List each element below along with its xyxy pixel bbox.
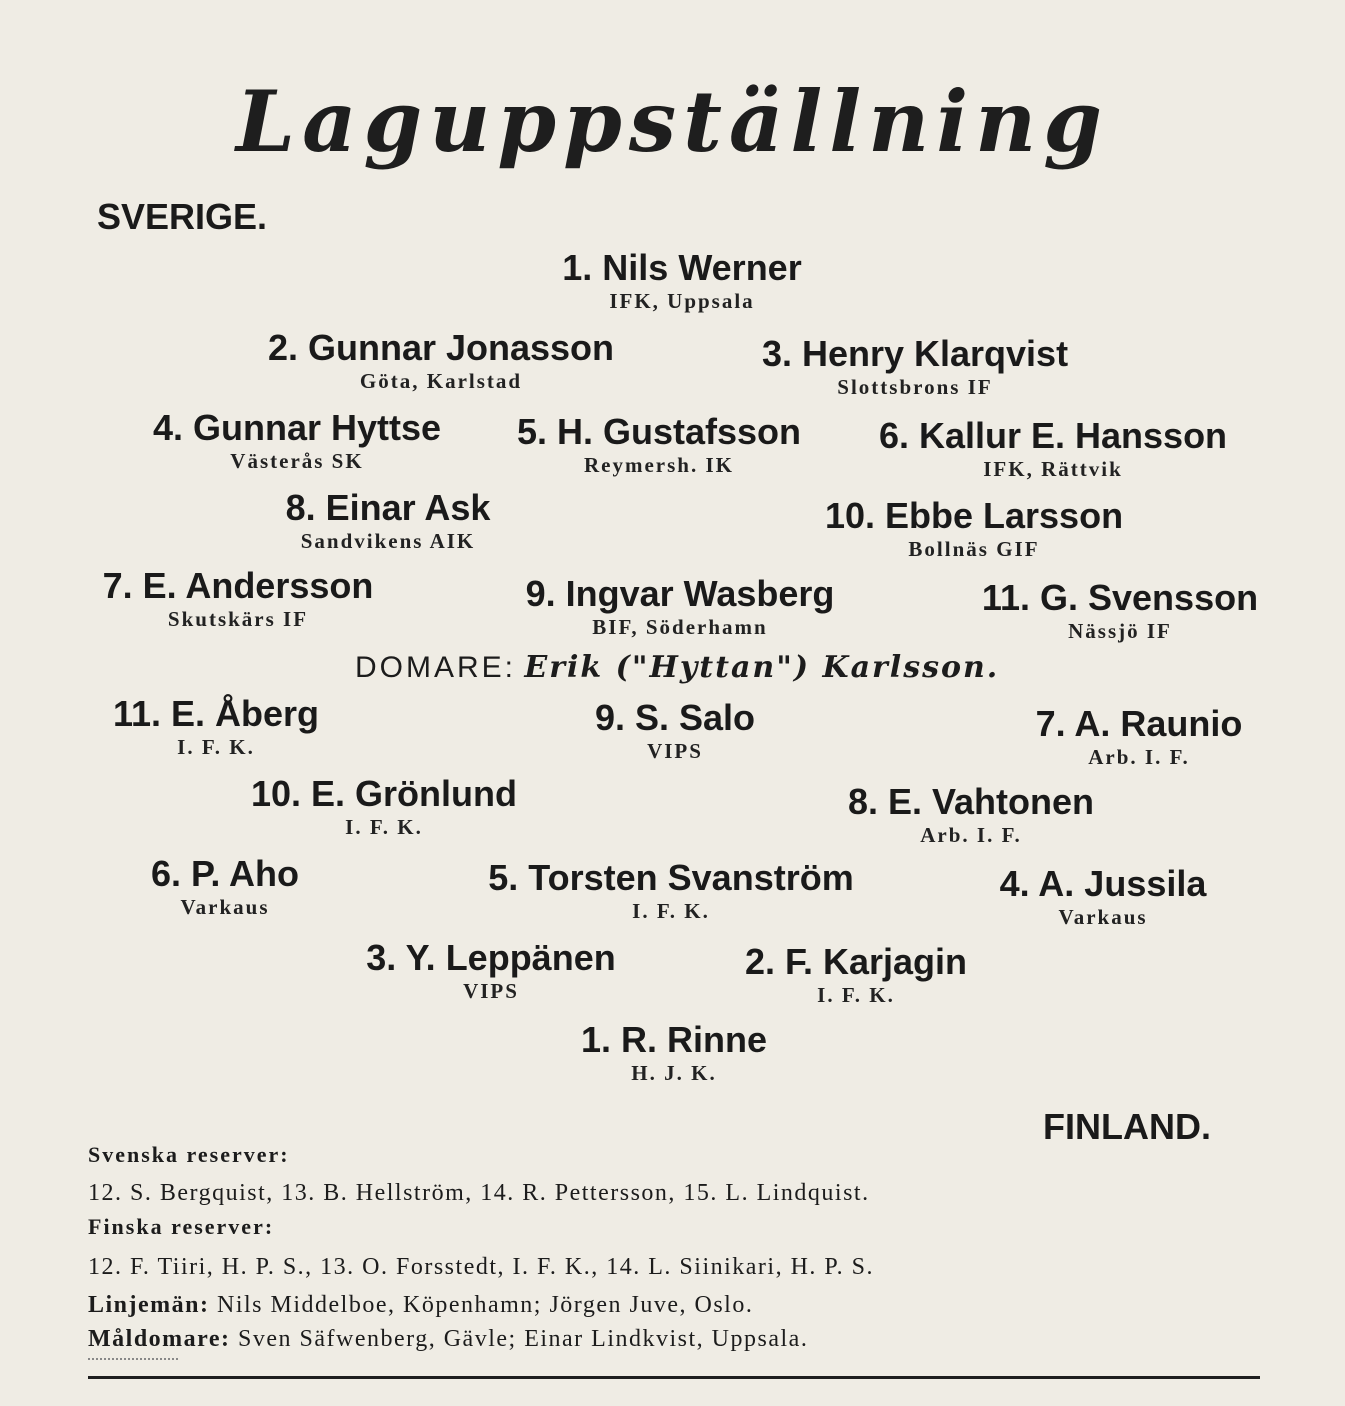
finnish-reserves-label: Finska reserver: bbox=[88, 1214, 275, 1239]
dotted-separator bbox=[88, 1358, 178, 1362]
sweden-player-8 bbox=[286, 488, 491, 554]
player-name: 10. Ebbe Larsson bbox=[824, 495, 1124, 536]
sweden-player-11 bbox=[982, 578, 1258, 644]
bottom-rule bbox=[88, 1376, 1260, 1379]
player-club: Sandvikens AIK bbox=[300, 529, 476, 553]
finnish-reserves: 12. F. Tiiri, H. P. S., 13. O. Forsstedt, I. F. K., 14. L. Siinikari, H. P. S. bbox=[88, 1254, 874, 1280]
player-name: 2. F. Karjagin bbox=[744, 941, 968, 982]
player-name: 5. Torsten Svanström bbox=[488, 857, 854, 898]
swedish-reserves-label: Svenska reserver: bbox=[88, 1142, 290, 1167]
goal-judges-label: Måldomare: bbox=[88, 1326, 231, 1352]
team-label-sweden: SVERIGE. bbox=[97, 196, 268, 237]
player-club: Nässjö IF bbox=[1068, 619, 1172, 643]
player-club: Västerås SK bbox=[230, 449, 364, 473]
player-club: Reymersh. IK bbox=[584, 453, 734, 477]
sweden-player-10 bbox=[825, 496, 1123, 562]
player-name: 7. E. Andersson bbox=[102, 565, 374, 606]
player-name: 6. P. Aho bbox=[150, 853, 300, 894]
player-club: Varkaus bbox=[180, 895, 270, 919]
player-club: BIF, Söderhamn bbox=[592, 615, 768, 639]
player-name: 6. Kallur E. Hansson bbox=[878, 415, 1228, 456]
sweden-player-2 bbox=[268, 328, 614, 394]
player-name: 5. H. Gustafsson bbox=[516, 411, 802, 452]
finland-player-2 bbox=[745, 942, 967, 1008]
finland-player-6 bbox=[151, 854, 299, 920]
sweden-player-7 bbox=[103, 566, 374, 632]
finland-player-11 bbox=[113, 694, 319, 760]
player-name: 3. Y. Leppänen bbox=[366, 937, 616, 978]
player-name: 4. Gunnar Hyttse bbox=[152, 407, 442, 448]
finland-player-3 bbox=[366, 938, 615, 1004]
player-club: H. J. K. bbox=[631, 1061, 717, 1085]
finland-player-4 bbox=[1000, 864, 1207, 930]
page-title: Laguppställning bbox=[236, 72, 1109, 171]
player-name: 9. S. Salo bbox=[594, 697, 756, 738]
player-club: Bollnäs GIF bbox=[908, 537, 1040, 561]
player-club: Arb. I. F. bbox=[920, 823, 1022, 847]
referee-line bbox=[355, 650, 999, 685]
referee-name: Erik ("Hyttan") Karlsson. bbox=[524, 650, 1000, 685]
player-name: 11. G. Svensson bbox=[981, 577, 1259, 618]
sweden-player-6 bbox=[879, 416, 1227, 482]
finland-player-9 bbox=[595, 698, 755, 764]
player-club: Skutskärs IF bbox=[167, 607, 309, 631]
player-club: VIPS bbox=[463, 979, 519, 1003]
player-club: IFK, Rättvik bbox=[983, 457, 1123, 481]
goal-judges-line bbox=[88, 1326, 808, 1353]
sweden-player-3 bbox=[762, 334, 1068, 400]
player-name: 11. E. Åberg bbox=[112, 693, 320, 734]
linesmen: Nils Middelboe, Köpenhamn; Jörgen Juve, Oslo. bbox=[217, 1292, 754, 1318]
player-club: I. F. K. bbox=[177, 735, 255, 759]
sweden-player-5 bbox=[517, 412, 801, 478]
player-name: 7. A. Raunio bbox=[1035, 703, 1243, 744]
player-club: Slottsbrons IF bbox=[837, 375, 993, 399]
team-label-finland: FINLAND. bbox=[1043, 1106, 1211, 1147]
player-name: 8. Einar Ask bbox=[285, 487, 491, 528]
player-club: I. F. K. bbox=[632, 899, 710, 923]
sweden-player-9 bbox=[526, 574, 835, 640]
sweden-player-4 bbox=[153, 408, 441, 474]
player-name: 9. Ingvar Wasberg bbox=[525, 573, 835, 614]
finland-player-8 bbox=[848, 782, 1094, 848]
finland-player-10 bbox=[251, 774, 517, 840]
player-club: I. F. K. bbox=[817, 983, 895, 1007]
finland-player-1 bbox=[581, 1020, 767, 1086]
finland-player-5 bbox=[488, 858, 853, 924]
sweden-player-1 bbox=[562, 248, 801, 314]
player-name: 1. R. Rinne bbox=[580, 1019, 768, 1060]
player-name: 4. A. Jussila bbox=[999, 863, 1207, 904]
player-name: 3. Henry Klarqvist bbox=[761, 333, 1069, 374]
player-name: 8. E. Vahtonen bbox=[847, 781, 1095, 822]
linesmen-line bbox=[88, 1292, 753, 1319]
goal-judges: Sven Säfwenberg, Gävle; Einar Lindkvist, Uppsala. bbox=[238, 1326, 809, 1352]
player-club: Göta, Karlstad bbox=[359, 369, 523, 393]
player-name: 2. Gunnar Jonasson bbox=[267, 327, 615, 368]
referee-label: DOMARE: bbox=[355, 651, 517, 684]
linesmen-label: Linjemän: bbox=[88, 1292, 210, 1318]
swedish-reserves: 12. S. Bergquist, 13. B. Hellström, 14. R. Pettersson, 15. L. Lindquist. bbox=[88, 1180, 870, 1206]
player-club: Arb. I. F. bbox=[1088, 745, 1190, 769]
finland-player-7 bbox=[1036, 704, 1243, 770]
player-club: VIPS bbox=[647, 739, 703, 763]
player-club: IFK, Uppsala bbox=[609, 289, 755, 313]
player-club: Varkaus bbox=[1058, 905, 1148, 929]
player-name: 1. Nils Werner bbox=[562, 247, 802, 288]
player-name: 10. E. Grönlund bbox=[250, 773, 518, 814]
player-club: I. F. K. bbox=[345, 815, 423, 839]
